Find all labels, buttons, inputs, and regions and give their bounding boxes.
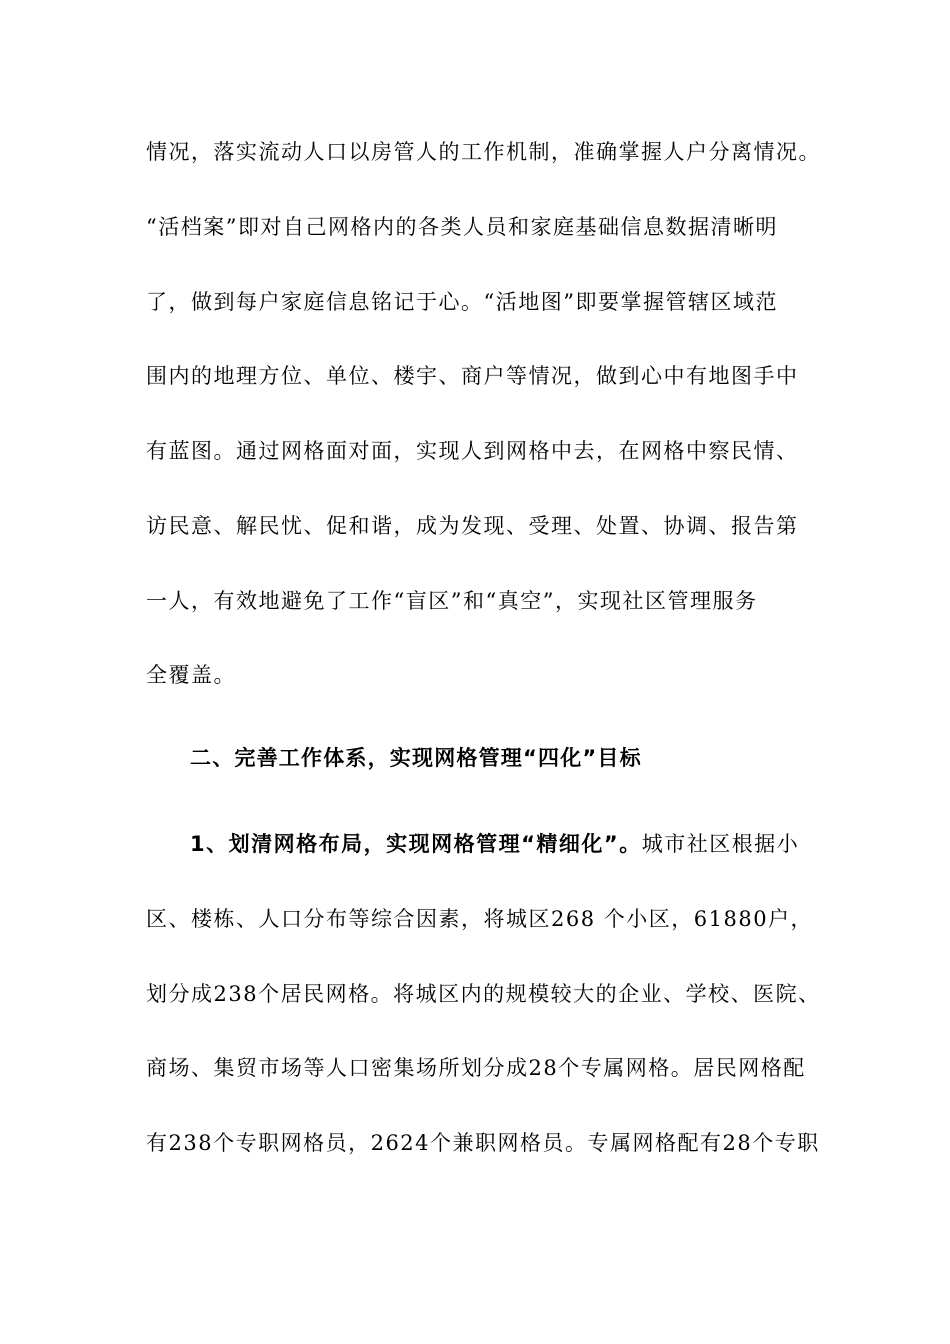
paragraph-line: 商场、集贸市场等人口密集场所划分成28个专属网格。居民网格配 — [146, 1056, 806, 1080]
paragraph-line: 有蓝图。通过网格面对面，实现人到网格中去，在网格中察民情、 — [146, 439, 799, 463]
paragraph-line: 一人，有效地避免了工作“盲区”和“真空”，实现社区管理服务 — [146, 589, 758, 613]
paragraph-line: 访民意、解民忧、促和谐，成为发现、受理、处置、协调、报告第 — [146, 514, 799, 538]
paragraph-line: 了，做到每户家庭信息铭记于心。“活地图”即要掌握管辖区域范 — [146, 290, 778, 314]
paragraph-line: 全覆盖。 — [146, 663, 236, 687]
paragraph-line: 围内的地理方位、单位、楼宇、商户等情况，做到心中有地图手中 — [146, 364, 799, 388]
paragraph-line: 区、楼栋、人口分布等综合因素，将城区268 个小区，61880户， — [146, 907, 814, 931]
paragraph-line: “活档案”即对自己网格内的各类人员和家庭基础信息数据清晰明 — [146, 215, 778, 239]
paragraph-line: 情况，落实流动人口以房管人的工作机制，准确掌握人户分离情况。 — [146, 140, 821, 164]
subsection-title: 1、划清网格布局，实现网格管理“精细化”。 — [190, 832, 642, 856]
paragraph-line: 划分成238个居民网格。将城区内的规模较大的企业、学校、医院、 — [146, 982, 821, 1006]
paragraph-line: 有238个专职网格员，2624个兼职网格员。专属网格配有28个专职 — [146, 1131, 820, 1155]
subsection-first-line-rest: 城市社区根据小 — [641, 832, 800, 856]
subsection-first-line — [190, 829, 820, 859]
section-heading: 二、完善工作体系，实现网格管理“四化”目标 — [190, 746, 642, 770]
